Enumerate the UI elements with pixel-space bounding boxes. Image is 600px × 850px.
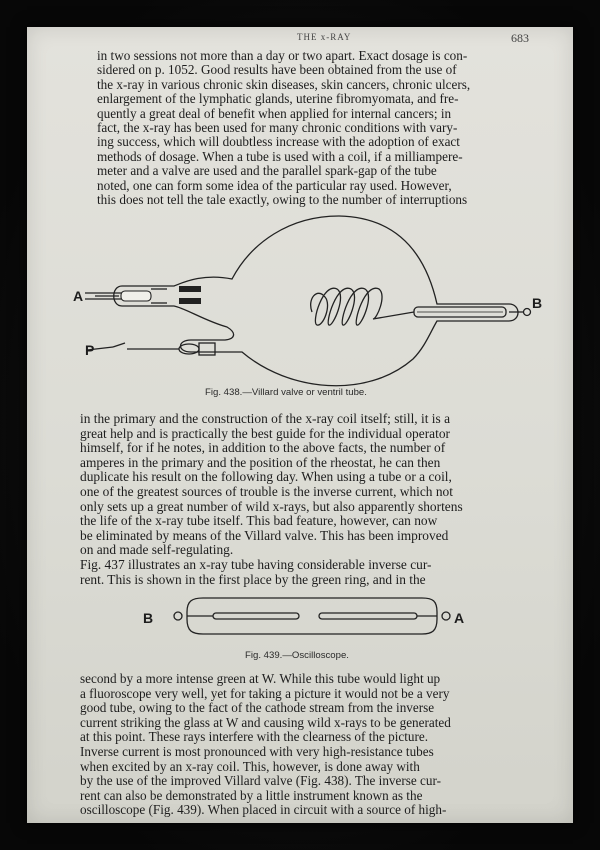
text-line: be eliminated by means of the Villard valve. This has been improved <box>80 527 449 543</box>
text-line: good tube, owing to the fact of the cathode stream from the inverse <box>80 700 435 716</box>
figure-438-label-b: B <box>532 295 543 311</box>
text-line: by the use of the improved Villard valve (Fig. 438). The inverse cur- <box>80 773 442 789</box>
text-line: meter and a valve are used and the parallel spark-gap of the tube <box>97 163 437 179</box>
text-line: ing success, which will doubtless increase with the adoption of exact <box>97 134 460 150</box>
figure-438-label-p: P <box>85 342 95 358</box>
text-line: oscilloscope (Fig. 439). When placed in circuit with a source of high- <box>80 802 447 818</box>
text-line: in the primary and the construction of the x-ray coil itself; still, it is a <box>80 411 451 426</box>
book-page <box>27 27 573 823</box>
text-line: himself, for if he notes, in addition to the above facts, the number of <box>80 440 446 456</box>
text-line: one of the greatest sources of trouble is the inverse current, which not <box>80 483 453 499</box>
text-line: current striking the glass at W and causing wild x-rays to be generated <box>80 714 451 730</box>
figure-439-illustration <box>27 27 573 667</box>
text-line: a fluoroscope very well, yet for taking a picture it would not be a very <box>80 685 450 701</box>
text-line: Fig. 437 illustrates an x-ray tube having considerable inverse cur- <box>80 556 432 572</box>
text-line: the x-ray in various chronic skin diseases, skin cancers, chronic ulcers, <box>97 76 471 92</box>
page-number: 683 <box>511 31 529 45</box>
figure-439-label-a: A <box>454 610 465 626</box>
running-head-title: THE x-RAY <box>297 32 352 42</box>
text-line: noted, one can form some idea of the particular ray used. However, <box>97 177 452 193</box>
text-line: second by a more intense green at W. While this tube would light up <box>80 671 441 686</box>
figure-439-label-b: B <box>143 610 154 626</box>
text-line: sidered on p. 1052. Good results have been obtained from the use of <box>97 62 457 78</box>
text-line: amperes in the primary and the position of the rheostat, he can then <box>80 454 441 470</box>
figure-439-caption: Fig. 439.—Oscilloscope. <box>245 650 349 661</box>
text-line: methods of dosage. When a tube is used with a coil, if a milliampere- <box>97 148 463 164</box>
text-line: this does not tell the tale exactly, owing to the number of interruptions <box>97 192 468 208</box>
text-line: great help and is practically the best guide for the individual operator <box>80 425 450 441</box>
text-line: at this point. These rays interfere with the clearness of the picture. <box>80 729 429 745</box>
text-line: quently a great deal of benefit when applied for internal cancers; in <box>97 105 452 121</box>
text-line: rent can also be demonstrated by a little instrument known as the <box>80 787 423 803</box>
text-line: the life of the x-ray tube itself. This bad feature, however, can now <box>80 513 438 529</box>
text-line: duplicate his result on the following day. When using a tube or a coil, <box>80 469 452 485</box>
text-line: in two sessions not more than a day or two apart. Exact dosage is con- <box>97 48 468 63</box>
text-line: on and made self-regulating. <box>80 542 234 558</box>
text-line: rent. This is shown in the first place by the green ring, and in the <box>80 571 426 587</box>
text-line: only sets up a great number of wild x-rays, but also apparently shortens <box>80 498 463 514</box>
figure-438-label-a: A <box>73 288 84 304</box>
text-line: enlargement of the lymphatic glands, uterine fibromyomata, and fre- <box>97 91 459 107</box>
text-line: Inverse current is most pronounced with very high-resistance tubes <box>80 743 434 759</box>
text-line: when excited by an x-ray coil. This, however, is done away with <box>80 758 420 774</box>
figure-438-caption: Fig. 438.—Villard valve or ventril tube. <box>205 387 367 398</box>
text-line: fact, the x-ray has been used for many chronic conditions with vary- <box>97 120 458 136</box>
paragraph-3 <box>80 672 536 818</box>
